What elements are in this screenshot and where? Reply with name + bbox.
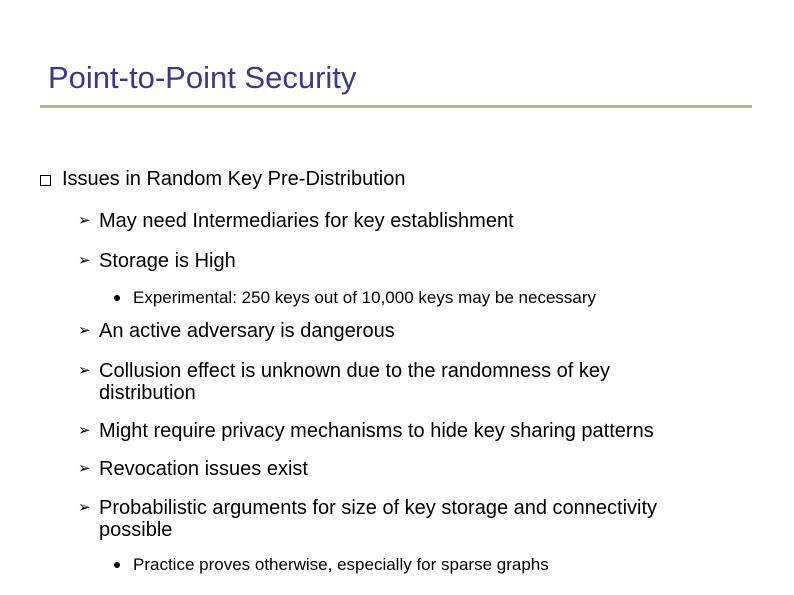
- dot-bullet-icon: [114, 562, 120, 568]
- arrow-bullet-icon: ➢: [78, 499, 91, 516]
- main-bullet: Issues in Random Key Pre-Distribution: [62, 168, 406, 190]
- slide-title: Point-to-Point Security: [48, 60, 357, 95]
- sub-bullet: Collusion effect is unknown due to the randomness of key distribution: [99, 360, 611, 404]
- hollow-square-bullet-icon: [40, 175, 51, 186]
- sub-bullet: Storage is High: [99, 250, 236, 272]
- sub-bullet: An active adversary is dangerous: [99, 320, 395, 342]
- sub-bullet: May need Intermediaries for key establishment: [99, 210, 514, 232]
- sub-bullet: Revocation issues exist: [99, 458, 308, 480]
- sub-bullet: Might require privacy mechanisms to hide key sharing patterns: [99, 420, 654, 442]
- sub-bullet: Probabilistic arguments for size of key storage and connectivity possible: [99, 497, 658, 541]
- arrow-bullet-icon: ➢: [78, 252, 91, 269]
- dot-bullet-icon: [114, 295, 120, 301]
- arrow-bullet-icon: ➢: [78, 422, 91, 439]
- arrow-bullet-icon: ➢: [78, 322, 91, 339]
- arrow-bullet-icon: ➢: [78, 362, 91, 379]
- sub-sub-bullet: Experimental: 250 keys out of 10,000 keys may be necessary: [133, 288, 597, 307]
- sub-sub-bullet: Practice proves otherwise, especially for sparse graphs: [133, 555, 549, 574]
- title-divider: [40, 105, 752, 108]
- arrow-bullet-icon: ➢: [78, 212, 91, 229]
- arrow-bullet-icon: ➢: [78, 460, 91, 477]
